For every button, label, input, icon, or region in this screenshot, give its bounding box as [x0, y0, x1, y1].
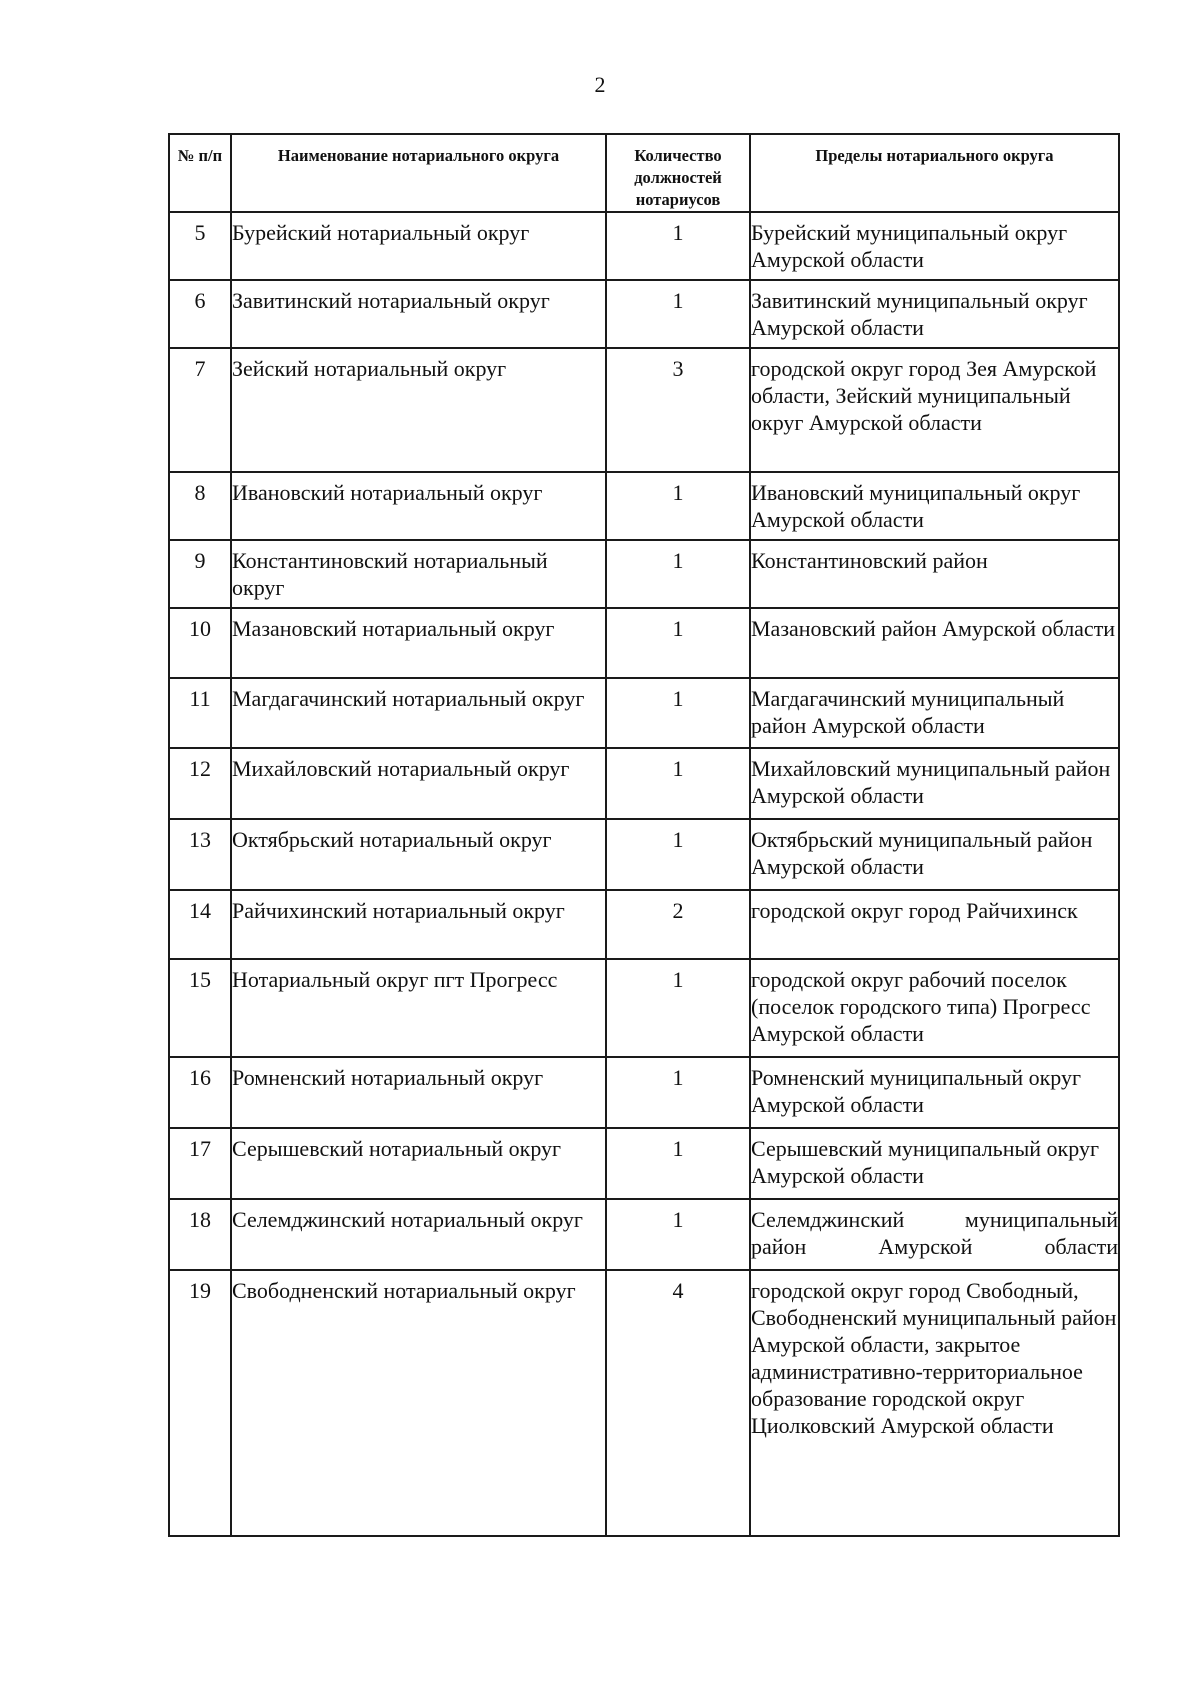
row-limits: Ивановский муниципальный округ Амурской области — [750, 472, 1119, 540]
header-limits: Пределы нотариального округа — [750, 134, 1119, 212]
table-row — [169, 819, 1119, 890]
row-limits: городской округ город Свободный, Свободненский муниципальный район Амурской области, закрытое административно-территориальное образование городской округ Циолковский Амурской области — [750, 1270, 1119, 1536]
row-num: 14 — [169, 890, 231, 959]
table-row — [169, 348, 1119, 472]
row-limits: Магдагачинский муниципальный район Амурской области — [750, 678, 1119, 748]
row-num: 19 — [169, 1270, 231, 1536]
row-limits: Селемджинский муниципальный район Амурской области — [750, 1199, 1119, 1270]
row-num: 12 — [169, 748, 231, 819]
table-row — [169, 1128, 1119, 1199]
row-limits: городской округ рабочий поселок (поселок городского типа) Прогресс Амурской области — [750, 959, 1119, 1057]
row-name: Константиновский нотариальный округ — [231, 540, 606, 608]
row-count: 3 — [606, 348, 750, 472]
row-limits: Серышевский муниципальный округ Амурской области — [750, 1128, 1119, 1199]
row-name: Ивановский нотариальный округ — [231, 472, 606, 540]
row-limits: Михайловский муниципальный район Амурской области — [750, 748, 1119, 819]
row-num: 17 — [169, 1128, 231, 1199]
row-count: 1 — [606, 959, 750, 1057]
header-num: № п/п — [169, 134, 231, 212]
row-limits: Константиновский район — [750, 540, 1119, 608]
row-count: 1 — [606, 1128, 750, 1199]
row-num: 18 — [169, 1199, 231, 1270]
row-count: 1 — [606, 819, 750, 890]
row-name: Михайловский нотариальный округ — [231, 748, 606, 819]
row-count: 1 — [606, 608, 750, 678]
row-count: 2 — [606, 890, 750, 959]
table-header-row — [169, 134, 1119, 212]
row-name: Мазановский нотариальный округ — [231, 608, 606, 678]
row-limits: Завитинский муниципальный округ Амурской области — [750, 280, 1119, 348]
table-header — [169, 134, 1119, 212]
header-name: Наименование нотариального округа — [231, 134, 606, 212]
row-num: 11 — [169, 678, 231, 748]
table-row — [169, 678, 1119, 748]
table-row — [169, 540, 1119, 608]
table-row — [169, 212, 1119, 280]
table-row — [169, 280, 1119, 348]
table-row — [169, 959, 1119, 1057]
row-num: 9 — [169, 540, 231, 608]
row-name: Октябрьский нотариальный округ — [231, 819, 606, 890]
row-count: 1 — [606, 1057, 750, 1128]
row-count: 1 — [606, 678, 750, 748]
row-limits: Мазановский район Амурской области — [750, 608, 1119, 678]
row-limits: Бурейский муниципальный округ Амурской области — [750, 212, 1119, 280]
table-row — [169, 472, 1119, 540]
row-num: 7 — [169, 348, 231, 472]
row-limits: Октябрьский муниципальный район Амурской области — [750, 819, 1119, 890]
row-num: 13 — [169, 819, 231, 890]
row-num: 10 — [169, 608, 231, 678]
row-num: 8 — [169, 472, 231, 540]
row-name: Селемджинский нотариальный округ — [231, 1199, 606, 1270]
row-count: 1 — [606, 212, 750, 280]
row-name: Серышевский нотариальный округ — [231, 1128, 606, 1199]
header-count: Количество должностей нотариусов — [606, 134, 750, 212]
table-row — [169, 608, 1119, 678]
row-name: Зейский нотариальный округ — [231, 348, 606, 472]
row-num: 6 — [169, 280, 231, 348]
row-num: 15 — [169, 959, 231, 1057]
row-count: 1 — [606, 472, 750, 540]
row-name: Ромненский нотариальный округ — [231, 1057, 606, 1128]
table-row — [169, 1270, 1119, 1536]
row-count: 1 — [606, 540, 750, 608]
notary-districts-table — [168, 133, 1120, 1537]
row-name: Райчихинский нотариальный округ — [231, 890, 606, 959]
row-name: Свободненский нотариальный округ — [231, 1270, 606, 1536]
table-row — [169, 1057, 1119, 1128]
row-name: Бурейский нотариальный округ — [231, 212, 606, 280]
row-limits: городской округ город Зея Амурской области, Зейский муниципальный округ Амурской области — [750, 348, 1119, 472]
row-count: 4 — [606, 1270, 750, 1536]
table-body — [169, 212, 1119, 1536]
row-count: 1 — [606, 1199, 750, 1270]
row-name: Завитинский нотариальный округ — [231, 280, 606, 348]
table-row — [169, 890, 1119, 959]
table-row — [169, 1199, 1119, 1270]
row-name: Магдагачинский нотариальный округ — [231, 678, 606, 748]
row-name: Нотариальный округ пгт Прогресс — [231, 959, 606, 1057]
row-limits: Ромненский муниципальный округ Амурской области — [750, 1057, 1119, 1128]
table-row — [169, 748, 1119, 819]
row-limits: городской округ город Райчихинск — [750, 890, 1119, 959]
row-num: 16 — [169, 1057, 231, 1128]
page-number: 2 — [594, 72, 606, 97]
row-count: 1 — [606, 748, 750, 819]
row-count: 1 — [606, 280, 750, 348]
row-num: 5 — [169, 212, 231, 280]
